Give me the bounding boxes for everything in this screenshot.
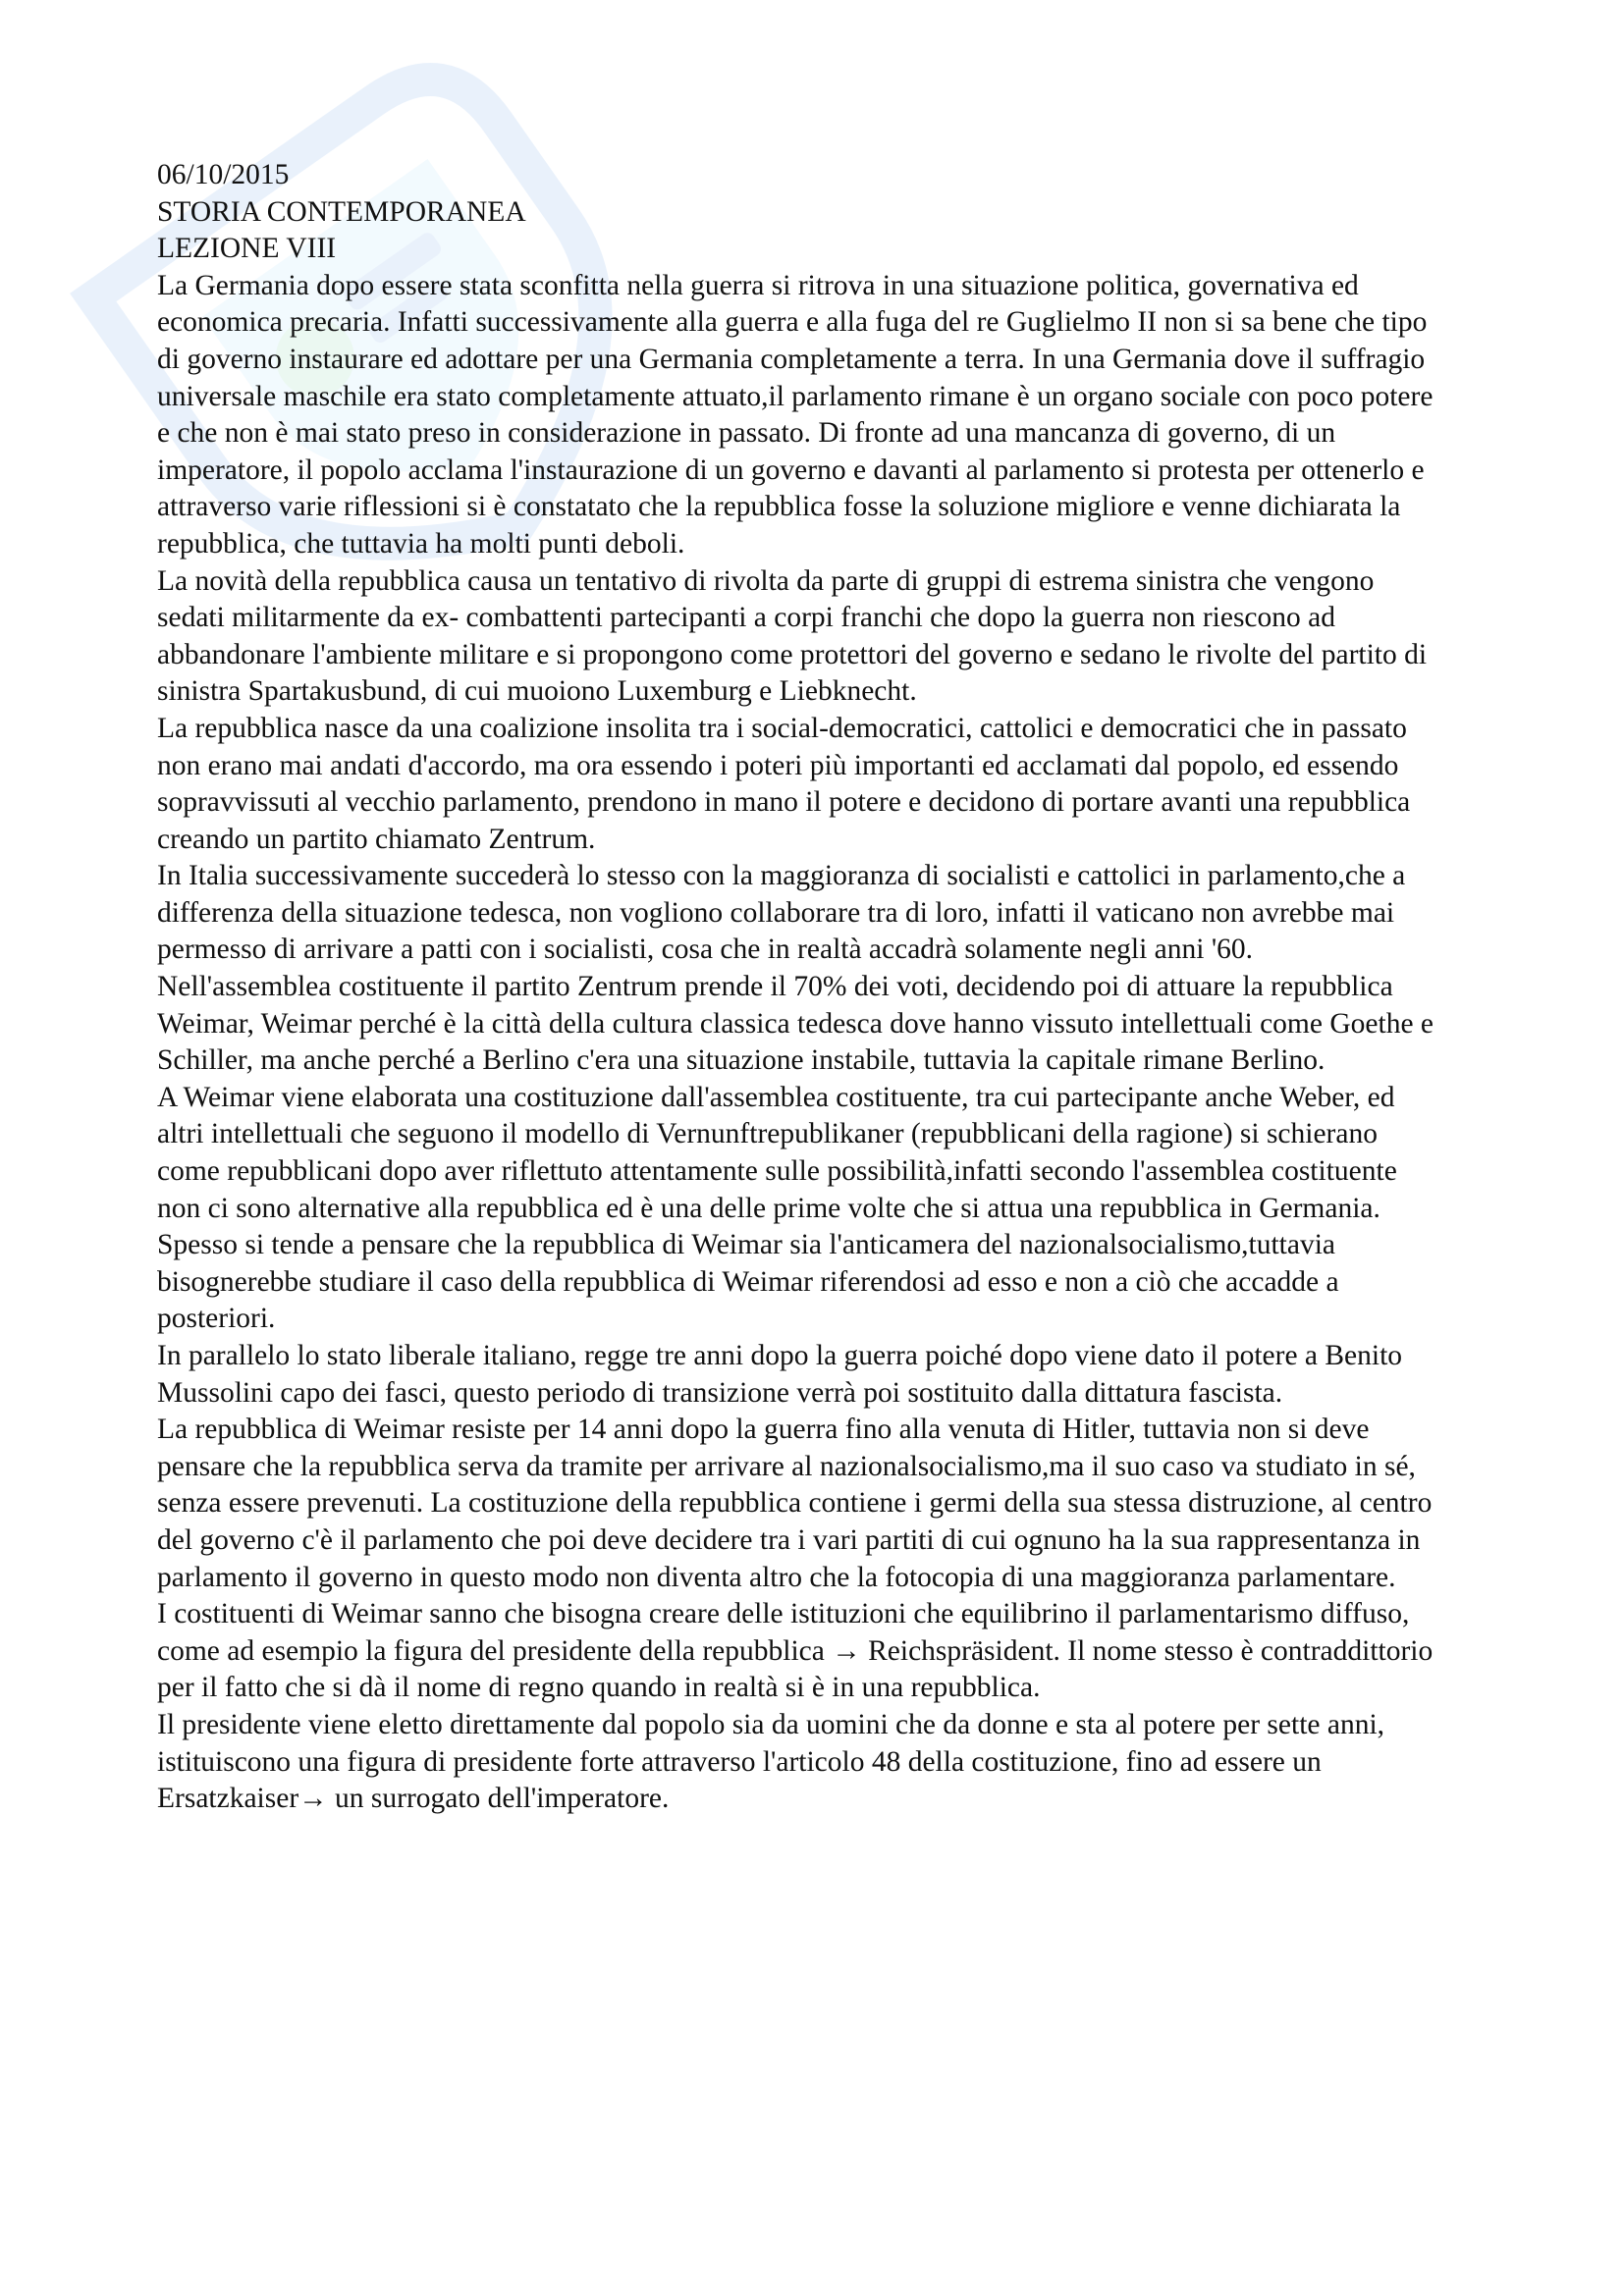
paragraph: Spesso si tende a pensare che la repubblica di Weimar sia l'anticamera del nazionalsocialismo,tuttavia bisognerebbe studiare il caso della repubblica di Weimar riferendosi ad esso e non a ciò che accadde a posteriori.	[157, 1229, 1339, 1335]
paragraph: La repubblica nasce da una coalizione insolita tra i social-democratici, cattolici e democratici che in passato non erano mai andati d'accordo, ma ora essendo i poteri più importanti ed acclamati dal popolo, ed essendo sopravvissuti al vecchio parlamento, prendono in mano il potere e decidono di portare avanti una repubblica creando un partito chiamato Zentrum.	[157, 712, 1411, 855]
paragraph: Il presidente viene eletto direttamente dal popolo sia da uomini che da donne e sta al potere per sette anni, istituiscono una figura di presidente forte attraverso l'articolo 48 della costituzione, fino ad essere un Ersatzkaiser→ un surrogato dell'imperatore.	[157, 1708, 1385, 1815]
document-date: 06/10/2015	[157, 159, 290, 190]
lesson-title: LEZIONE VIII	[157, 233, 337, 265]
paragraph: La novità della repubblica causa un tentativo di rivolta da parte di gruppi di estrema sinistra che vengono sedati militarmente da ex- combattenti partecipanti a corpi franchi che dopo la guerra non riescono ad abbandonare l'ambiente militare e si propongono come protettori del governo e sedano le rivolte del partito di sinistra Spartakusbund, di cui muoiono Luxemburg e Liebknecht.	[157, 564, 1428, 708]
course-title: STORIA CONTEMPORANEA	[157, 195, 526, 228]
paragraph: A Weimar viene elaborata una costituzione dall'assemblea costituente, tra cui partecipante anche Weber, ed altri intellettuali che seguono il modello di Vernunftrepublikaner (repubblicani della ragione) si schierano come repubblicani dopo aver riflettuto attentamente sulle possibilità,infatti secondo l'assemblea costituente non ci sono alternative alla repubblica ed è una delle prime volte che si attua una repubblica in Germania.	[157, 1081, 1397, 1224]
paragraph: Nell'assemblea costituente il partito Zentrum prende il 70% dei voti, decidendo poi di attuare la repubblica Weimar, Weimar perché è la città della cultura classica tedesca dove hanno vissuto intellettuali come Goethe e Schiller, ma anche perché a Berlino c'era una situazione instabile, tuttavia la capitale rimane Berlino.	[157, 971, 1434, 1077]
paragraph: In Italia successivamente succederà lo stesso con la maggioranza di socialisti e cattolici in parlamento,che a differenza della situazione tedesca, non vogliono collaborare tra di loro, infatti il vaticano non avrebbe mai permesso di arrivare a patti con i socialisti, cosa che in realtà accadrà solamente negli anni '60.	[157, 860, 1406, 966]
paragraph: La Germania dopo essere stata sconfitta nella guerra si ritrova in una situazione politica, governativa ed economica precaria. Infatti successivamente alla guerra e alla fuga del re Guglielmo II non si sa bene che tipo di governo instaurare ed adottare per una Germania completamente a terra. In una Germania dove il suffragio universale maschile era stato completamente attuato,il parlamento rimane è un organo sociale con poco potere e che non è mai stato preso in considerazione in passato. Di fronte ad una mancanza di governo, di un imperatore, il popolo acclama l'instaurazione di un governo e davanti al parlamento si protesta per ottenerlo e attraverso varie riflessioni si è constatato che la repubblica fosse la soluzione migliore e venne dichiarata la repubblica, che tuttavia ha molti punti deboli.	[157, 269, 1434, 560]
paragraph: La repubblica di Weimar resiste per 14 anni dopo la guerra fino alla venuta di Hitler, tuttavia non si deve pensare che la repubblica serva da tramite per arrivare al nazionalsocialismo,ma il suo caso va studiato in sé, senza essere prevenuti. La costituzione della repubblica contiene i germi della sua stessa distruzione, al centro del governo c'è il parlamento che poi deve decidere tra i vari partiti di cui ognuno ha la sua rappresentanza in parlamento il governo in questo modo non diventa altro che la fotocopia di una maggioranza parlamentare.	[157, 1414, 1433, 1593]
paragraph: In parallelo lo stato liberale italiano, regge tre anni dopo la guerra poiché dopo viene dato il potere a Benito Mussolini capo dei fasci, questo periodo di transizione verrà poi sostituito dalla dittatura fascista.	[157, 1340, 1403, 1409]
paragraph: I costituenti di Weimar sanno che bisogna creare delle istituzioni che equilibrino il parlamentarismo diffuso, come ad esempio la figura del presidente della repubblica → Reichspräsident. Il nome stesso è contraddittorio per il fatto che si dà il nome di regno quando in realtà si è in una repubblica.	[157, 1598, 1434, 1704]
document-body	[157, 157, 1434, 1818]
